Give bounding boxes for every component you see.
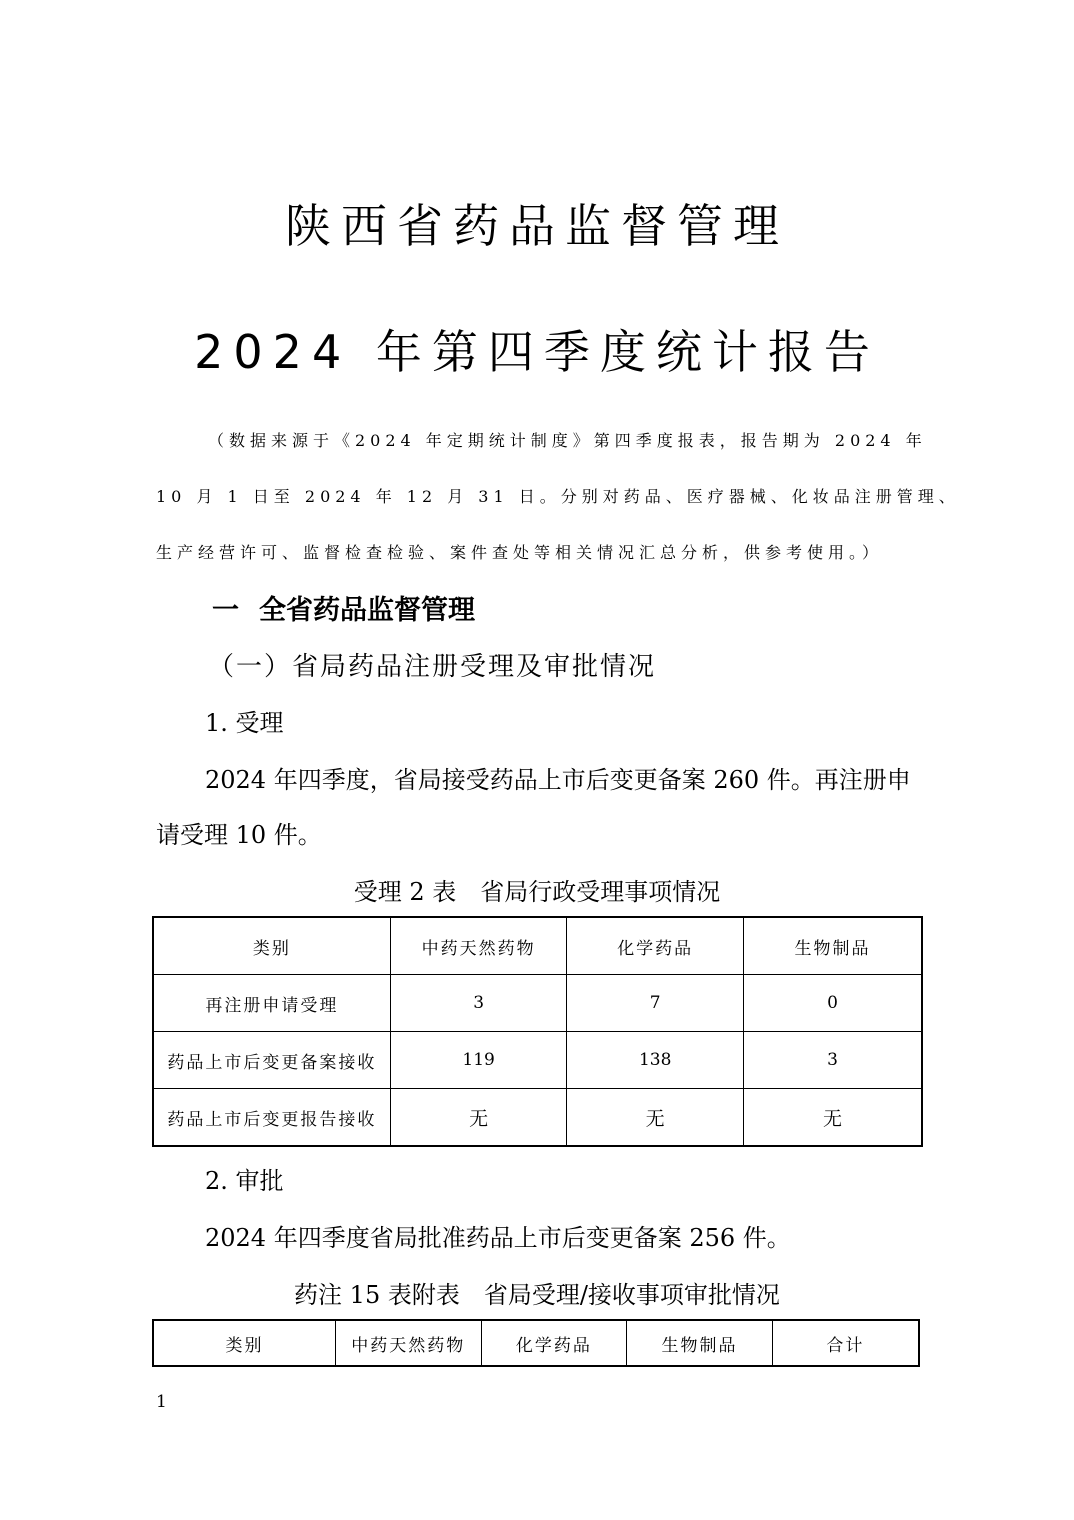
acceptance-table (152, 916, 923, 1147)
table-header-cell: 中药天然药物 (390, 917, 567, 975)
source-note-line1: （数据来源于《2024 年定期统计制度》第四季度报表，报告期为 2024 年 (208, 431, 927, 450)
table-header-cell: 中药天然药物 (336, 1320, 482, 1366)
table-header-row (153, 917, 922, 975)
table-header-cell: 类别 (153, 917, 390, 975)
table-cell: 药品上市后变更报告接收 (153, 1089, 390, 1147)
approval-table (152, 1319, 920, 1367)
section-heading (212, 588, 475, 627)
approval-paragraph: 2024 年四季度省局批准药品上市后变更备案 256 件。 (205, 1224, 791, 1252)
table1-caption: 受理 2 表 省局行政受理事项情况 (353, 878, 721, 906)
table-cell: 119 (390, 1032, 567, 1089)
source-note-line2: 10 月 1 日至 2024 年 12 月 31 日。分别对药品、医疗器械、化妆品注册管理、 (156, 487, 960, 506)
table-cell: 3 (390, 975, 567, 1032)
acceptance-paragraph-line1: 2024 年四季度，省局接受药品上市后变更备案 260 件。再注册申 (205, 766, 911, 794)
section-title: 全省药品监督管理 (259, 595, 475, 626)
table-header-cell: 化学药品 (567, 917, 744, 975)
table-header-cell: 合计 (772, 1320, 919, 1366)
section-number: 一 (212, 595, 239, 626)
page-number: 1 (156, 1392, 167, 1412)
table-cell: 3 (743, 1032, 922, 1089)
table-row (153, 975, 922, 1032)
table-row (153, 1032, 922, 1089)
item-heading-acceptance: 1. 受理 (205, 709, 284, 737)
table-header-cell: 化学药品 (481, 1320, 627, 1366)
table-cell: 无 (567, 1089, 744, 1147)
table-cell: 无 (743, 1089, 922, 1147)
table-header-cell: 类别 (153, 1320, 336, 1366)
table-header-row (153, 1320, 919, 1366)
item-heading-approval: 2. 审批 (205, 1167, 284, 1195)
report-title-line1: 陕西省药品监督管理 (285, 199, 789, 253)
table-cell: 再注册申请受理 (153, 975, 390, 1032)
source-note-line3: 生产经营许可、监督检查检验、案件查处等相关情况汇总分析，供参考使用。） (156, 543, 884, 562)
table-cell: 0 (743, 975, 922, 1032)
table-header-cell: 生物制品 (627, 1320, 773, 1366)
table-cell: 138 (567, 1032, 744, 1089)
table-cell: 7 (567, 975, 744, 1032)
table-header-cell: 生物制品 (743, 917, 922, 975)
subsection-heading: （一）省局药品注册受理及审批情况 (208, 652, 657, 682)
table-row (153, 1089, 922, 1147)
report-title-line2: 2024 年第四季度统计报告 (194, 325, 880, 379)
acceptance-paragraph-line2: 请受理 10 件。 (156, 821, 322, 849)
table-cell: 药品上市后变更备案接收 (153, 1032, 390, 1089)
table-cell: 无 (390, 1089, 567, 1147)
table2-caption: 药注 15 表附表 省局受理/接收事项审批情况 (294, 1281, 780, 1309)
